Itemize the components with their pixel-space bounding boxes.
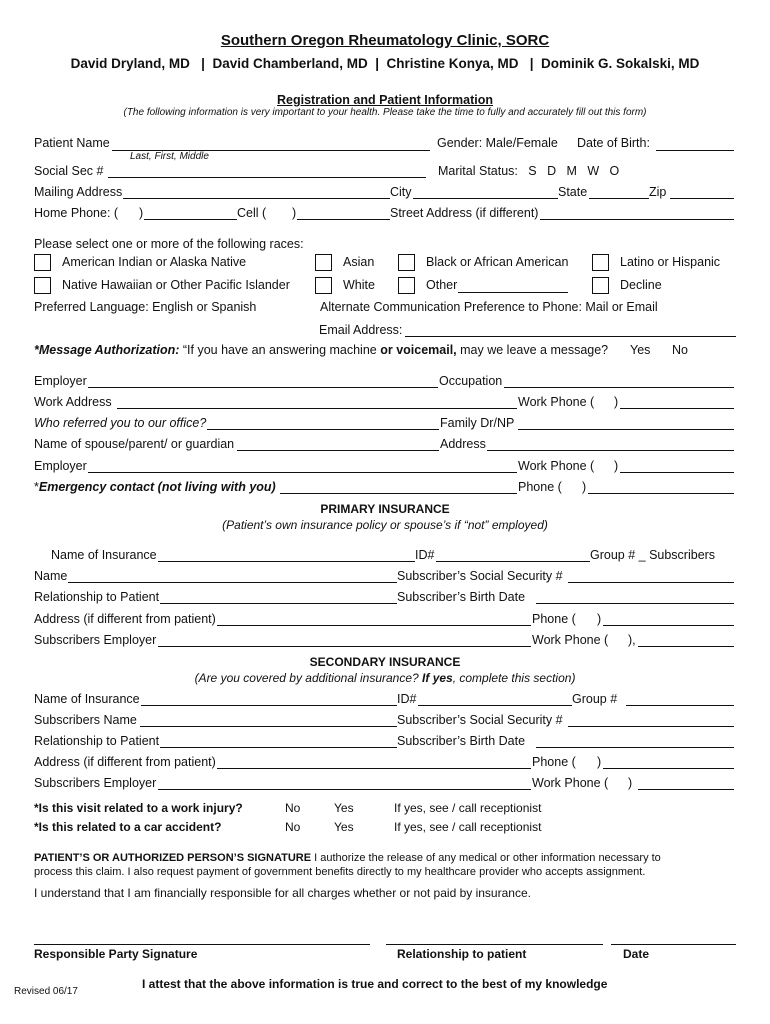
responsible-party-signature-line[interactable]	[34, 944, 370, 945]
race-latino-checkbox[interactable]	[592, 254, 609, 271]
primary-sub-ssn-label: Subscriber’s Social Security #	[397, 569, 563, 583]
race-white-checkbox[interactable]	[315, 277, 332, 294]
occupation-label: Occupation	[439, 374, 503, 388]
emergency-contact-label	[34, 480, 276, 494]
race-other-field[interactable]	[458, 292, 568, 293]
secondary-phone-field[interactable]	[603, 768, 734, 769]
alternate-communication[interactable]: Alternate Communication Preference to Phone: Mail or Email	[320, 300, 658, 314]
secondary-sub-employer-field[interactable]	[158, 789, 531, 790]
race-hawaiian-label: Native Hawaiian or Other Pacific Islander	[62, 278, 290, 292]
race-american-indian-label: American Indian or Alaska Native	[62, 255, 247, 269]
secondary-address-field[interactable]	[217, 768, 531, 769]
mailing-address-field[interactable]	[123, 198, 390, 199]
secondary-insurance-name-field[interactable]	[141, 705, 397, 706]
spouse-employer-field[interactable]	[88, 472, 517, 473]
form-title: Registration and Patient Information	[277, 93, 493, 107]
cell-label: Cell (	[237, 206, 267, 220]
secondary-address-label: Address (if different from patient)	[34, 755, 216, 769]
authorization-heading: PATIENT’S OR AUTHORIZED PERSON’S SIGNATURE	[34, 852, 312, 864]
ssn-field[interactable]	[108, 177, 426, 178]
state-field[interactable]	[589, 198, 649, 199]
primary-insurance-title: PRIMARY INSURANCE	[320, 502, 450, 516]
patient-name-hint: Last, First, Middle	[130, 151, 209, 162]
authorization-text-1: I authorize the release of any medical or other information necessary to	[311, 852, 661, 864]
date-signature-line[interactable]	[611, 944, 736, 945]
race-prompt: Please select one or more of the following races:	[34, 237, 304, 251]
secondary-relationship-field[interactable]	[160, 747, 397, 748]
work-injury-note: If yes, see / call receptionist	[394, 801, 542, 815]
race-black-checkbox[interactable]	[398, 254, 415, 271]
car-accident-yes[interactable]: Yes	[334, 820, 354, 834]
work-address-label: Work Address	[34, 395, 112, 409]
secondary-subtitle-bold: If yes	[422, 671, 453, 685]
date-label: Date	[623, 947, 650, 961]
primary-sub-bday-field[interactable]	[536, 603, 734, 604]
revised-date: Revised 06/17	[14, 986, 78, 997]
home-phone-label: Home Phone: (	[34, 206, 119, 220]
emergency-contact-field[interactable]	[280, 493, 517, 494]
primary-phone-label: Phone (	[532, 612, 576, 626]
primary-group-label[interactable]: Group # _ Subscribers	[590, 548, 716, 562]
attestation: I attest that the above information is true and correct to the best of my knowledge	[142, 977, 608, 991]
race-american-indian-checkbox[interactable]	[34, 254, 51, 271]
primary-id-label: ID#	[415, 548, 435, 562]
secondary-work-phone-close: )	[628, 776, 633, 790]
race-black-label: Black or African American	[426, 255, 569, 269]
message-no-option[interactable]: No	[672, 343, 688, 357]
home-phone-close: )	[139, 206, 144, 220]
spouse-label: Name of spouse/parent/ or guardian	[34, 437, 235, 451]
secondary-relationship-label: Relationship to Patient	[34, 734, 160, 748]
zip-label: Zip	[649, 185, 667, 199]
secondary-group-field[interactable]	[626, 705, 734, 706]
primary-id-field[interactable]	[436, 561, 590, 562]
family-dr-label: Family Dr/NP	[440, 416, 515, 430]
secondary-work-phone-label: Work Phone (	[532, 776, 609, 790]
secondary-phone-label: Phone (	[532, 755, 576, 769]
primary-insurance-name-label: Name of Insurance	[51, 548, 157, 562]
spouse-address-label: Address	[440, 437, 486, 451]
message-yes-option[interactable]: Yes	[630, 343, 651, 357]
primary-work-phone-field[interactable]	[638, 646, 734, 647]
work-injury-no[interactable]: No	[285, 801, 301, 815]
message-authorization	[34, 343, 608, 357]
street-address-field[interactable]	[540, 219, 734, 220]
referred-label: Who referred you to our office?	[34, 416, 207, 430]
home-phone-field[interactable]	[144, 219, 237, 220]
secondary-id-field[interactable]	[418, 705, 572, 706]
car-accident-question: *Is this related to a car accident?	[34, 820, 222, 834]
dob-field[interactable]	[656, 150, 734, 151]
email-field[interactable]	[405, 336, 736, 337]
zip-field[interactable]	[670, 198, 734, 199]
primary-insurance-subtitle: (Patient’s own insurance policy or spouse’s if “not” employed)	[222, 518, 548, 532]
patient-name-label: Patient Name	[34, 136, 110, 150]
email-label: Email Address:	[319, 323, 403, 337]
emergency-asterisk: *	[34, 480, 39, 494]
message-authorization-text: “If you have an answering machine	[182, 343, 381, 357]
primary-sub-employer-label: Subscribers Employer	[34, 633, 157, 647]
primary-sub-employer-field[interactable]	[158, 646, 531, 647]
occupation-field[interactable]	[504, 387, 734, 388]
secondary-sub-ssn-field[interactable]	[568, 726, 734, 727]
primary-work-phone-label: Work Phone (	[532, 633, 609, 647]
responsible-party-label: Responsible Party Signature	[34, 947, 198, 961]
employer-field[interactable]	[88, 387, 438, 388]
employer-label: Employer	[34, 374, 87, 388]
work-phone-close: )	[614, 395, 619, 409]
race-other-label: Other	[426, 278, 458, 292]
cell-field[interactable]	[297, 219, 390, 220]
ssn-label: Social Sec #	[34, 164, 104, 178]
spouse-address-field[interactable]	[487, 450, 734, 451]
race-latino-label: Latino or Hispanic	[620, 255, 721, 269]
emergency-phone-field[interactable]	[588, 493, 734, 494]
secondary-sub-employer-label: Subscribers Employer	[34, 776, 157, 790]
emergency-phone-close: )	[582, 480, 587, 494]
emergency-phone-label: Phone (	[518, 480, 562, 494]
secondary-insurance-subtitle	[150, 671, 620, 685]
street-address-label: Street Address (if different)	[390, 206, 539, 220]
emergency-contact-text: Emergency contact (not living with you)	[38, 480, 276, 494]
secondary-subtitle-part2: , complete this section)	[452, 671, 576, 685]
gender-label: Gender: Male/Female	[437, 136, 558, 150]
work-phone-field[interactable]	[620, 408, 734, 409]
cell-close: )	[292, 206, 297, 220]
message-authorization-voicemail: or voicemail,	[380, 343, 457, 357]
authorization-line-2: process this claim. I also request payment of government benefits directly to my healthcare provider who accepts assignment.	[34, 866, 646, 878]
spouse-work-phone-label: Work Phone (	[518, 459, 595, 473]
primary-address-field[interactable]	[217, 625, 531, 626]
primary-sub-ssn-field[interactable]	[568, 582, 734, 583]
doctor-list: David Dryland, MD | David Chamberland, MD | Christine Konya, MD | Dominik G. Sokalski, MD	[70, 56, 700, 71]
race-decline-checkbox[interactable]	[592, 277, 609, 294]
relationship-label: Relationship to patient	[397, 947, 527, 961]
secondary-insurance-name-label: Name of Insurance	[34, 692, 140, 706]
form-instructions: (The following information is very important to your health. Please take the time to fully and accurately fill out this form)	[123, 107, 647, 118]
spouse-work-phone-field[interactable]	[620, 472, 734, 473]
car-accident-no[interactable]: No	[285, 820, 301, 834]
race-asian-checkbox[interactable]	[315, 254, 332, 271]
car-accident-note: If yes, see / call receptionist	[394, 820, 542, 834]
primary-relationship-field[interactable]	[160, 603, 397, 604]
dob-label: Date of Birth:	[577, 136, 650, 150]
spouse-work-phone-close: )	[614, 459, 619, 473]
primary-phone-close: )	[597, 612, 602, 626]
work-address-field[interactable]	[117, 408, 517, 409]
secondary-group-label: Group #	[572, 692, 618, 706]
primary-address-label: Address (if different from patient)	[34, 612, 216, 626]
primary-work-phone-close: ),	[628, 633, 636, 647]
message-authorization-label: *Message Authorization:	[34, 343, 180, 357]
city-label: City	[390, 185, 412, 199]
race-other-checkbox[interactable]	[398, 277, 415, 294]
secondary-id-label: ID#	[397, 692, 417, 706]
primary-insurance-name-field[interactable]	[158, 561, 415, 562]
authorization-line-1	[34, 852, 661, 864]
race-asian-label: Asian	[343, 255, 375, 269]
referred-field[interactable]	[207, 429, 439, 430]
preferred-language[interactable]: Preferred Language: English or Spanish	[34, 300, 257, 314]
relationship-signature-line[interactable]	[386, 944, 603, 945]
mailing-address-label: Mailing Address	[34, 185, 123, 199]
race-hawaiian-checkbox[interactable]	[34, 277, 51, 294]
family-dr-field[interactable]	[518, 429, 734, 430]
secondary-sub-bday-field[interactable]	[536, 747, 734, 748]
secondary-subtitle-part1: (Are you covered by additional insurance?	[194, 671, 423, 685]
secondary-insurance-title: SECONDARY INSURANCE	[309, 655, 461, 669]
primary-sub-bday-label: Subscriber’s Birth Date	[397, 590, 526, 604]
secondary-work-phone-field[interactable]	[638, 789, 734, 790]
work-injury-question: *Is this visit related to a work injury?	[34, 801, 243, 815]
spouse-field[interactable]	[237, 450, 439, 451]
primary-name-label: Name	[34, 569, 68, 583]
spouse-employer-label: Employer	[34, 459, 87, 473]
secondary-sub-name-label: Subscribers Name	[34, 713, 137, 727]
work-phone-label: Work Phone (	[518, 395, 595, 409]
secondary-sub-ssn-label: Subscriber’s Social Security #	[397, 713, 563, 727]
secondary-phone-close: )	[597, 755, 602, 769]
secondary-sub-name-field[interactable]	[140, 726, 397, 727]
primary-relationship-label: Relationship to Patient	[34, 590, 160, 604]
primary-phone-field[interactable]	[603, 625, 734, 626]
clinic-name: Southern Oregon Rheumatology Clinic, SORC	[220, 32, 550, 49]
state-label: State	[558, 185, 588, 199]
secondary-sub-bday-label: Subscriber’s Birth Date	[397, 734, 526, 748]
work-injury-yes[interactable]: Yes	[334, 801, 354, 815]
marital-status-label[interactable]: Marital Status: S D M W O	[438, 164, 620, 178]
city-field[interactable]	[413, 198, 558, 199]
financial-responsibility: I understand that I am financially responsible for all charges whether or not paid by insurance.	[34, 886, 531, 900]
race-decline-label: Decline	[620, 278, 662, 292]
race-white-label: White	[343, 278, 375, 292]
message-authorization-question: may we leave a message?	[456, 343, 609, 357]
primary-name-field[interactable]	[68, 582, 397, 583]
